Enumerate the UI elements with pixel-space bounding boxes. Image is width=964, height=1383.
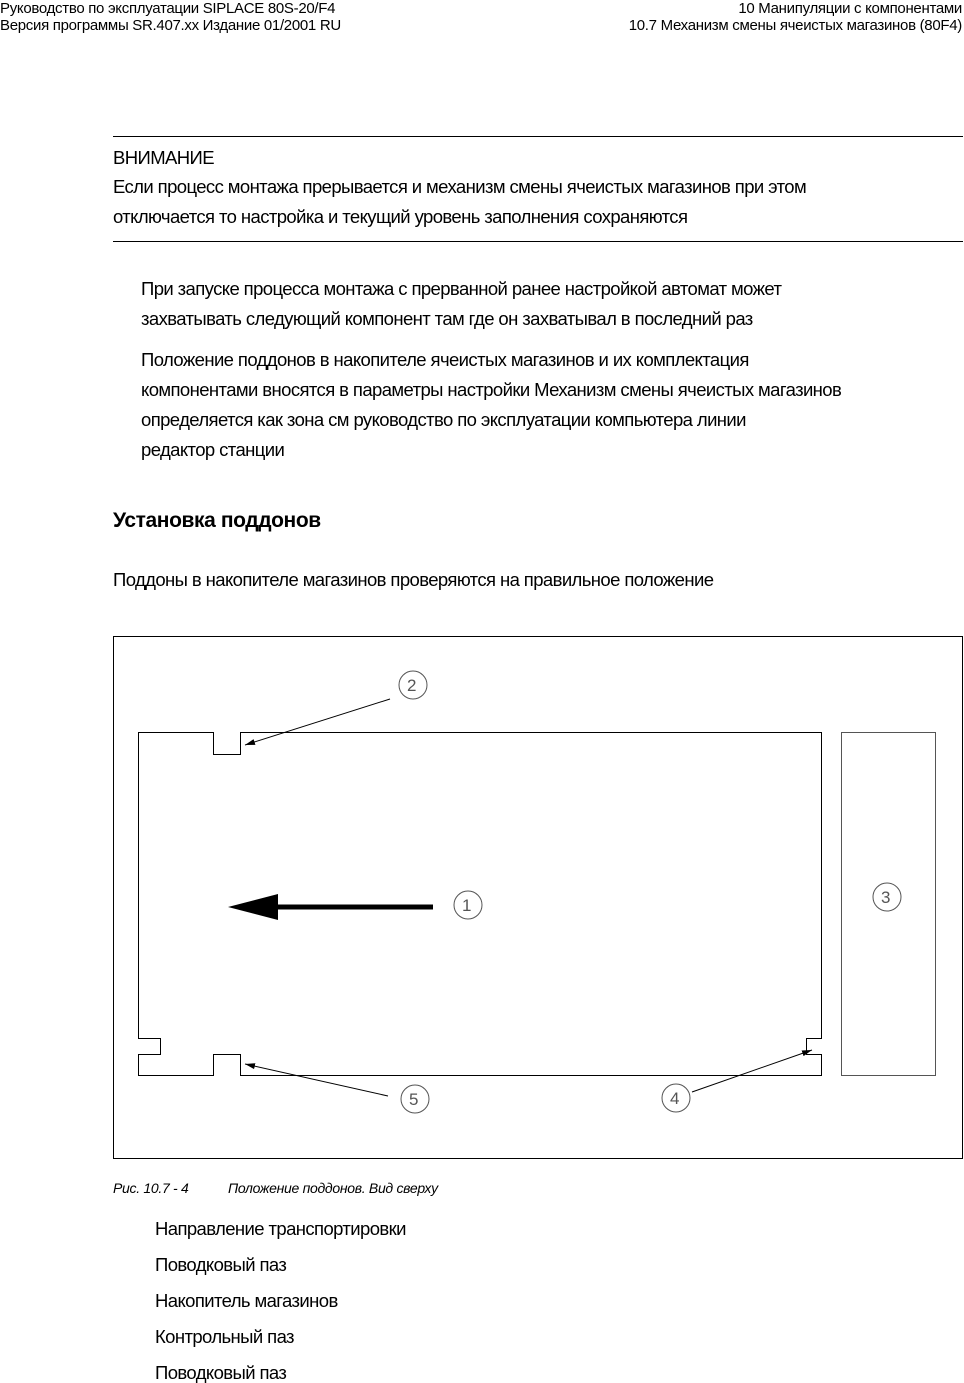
header-chapter: 10 Манипуляции с компонентами xyxy=(738,0,962,17)
figure-caption: Положение поддонов. Вид сверху xyxy=(228,1180,438,1196)
figure-frame xyxy=(114,637,963,1159)
leader-line xyxy=(692,1050,812,1092)
callout-2: 2 xyxy=(407,676,417,695)
leader-line xyxy=(245,699,390,745)
callout-1: 1 xyxy=(462,896,472,915)
callout-3: 3 xyxy=(881,888,891,907)
legend-item: Накопитель магазинов xyxy=(155,1290,338,1311)
section-heading: Установка поддонов xyxy=(113,509,321,532)
notice-line: Если процесс монтажа прерывается и механизм смены ячеистых магазинов при этом xyxy=(113,176,807,197)
paragraph-line: захватывать следующий компонент там где он захватывал в последний раз xyxy=(141,308,753,329)
paragraph-line: определяется как зона см руководство по эксплуатации компьютера линии xyxy=(141,409,746,430)
callout-4: 4 xyxy=(670,1089,680,1108)
legend-item: Поводковый паз xyxy=(155,1362,287,1383)
paragraph-line: редактор станции xyxy=(141,439,285,460)
paragraph-line: При запуске процесса монтажа с прерванной ранее настройкой автомат может xyxy=(141,278,782,299)
figure-number: Рис. 10.7 - 4 xyxy=(113,1180,189,1196)
header-manual-title: Руководство по эксплуатации SIPLACE 80S-20/F4 xyxy=(0,0,336,17)
leader-line xyxy=(245,1064,388,1096)
notice-title: ВНИМАНИЕ xyxy=(113,147,214,168)
arrow-head-icon xyxy=(228,894,278,920)
paragraph-line: Положение поддонов в накопителе ячеистых магазинов и их комплектация xyxy=(141,349,749,370)
legend-item: Контрольный паз xyxy=(155,1326,294,1347)
notice-line: отключается то настройка и текущий уровень заполнения сохраняются xyxy=(113,206,688,227)
legend-item: Направление транспортировки xyxy=(155,1218,406,1239)
header-version: Версия программы SR.407.xx Издание 01/2001 RU xyxy=(0,17,341,34)
callout-5: 5 xyxy=(409,1090,419,1109)
paragraph-line: компонентами вносятся в параметры настройки Механизм смены ячеистых магазинов xyxy=(141,379,842,400)
section-intro: Поддоны в накопителе магазинов проверяются на правильное положение xyxy=(113,569,714,590)
header-section: 10.7 Механизм смены ячеистых магазинов (80F4) xyxy=(628,17,962,34)
legend-item: Поводковый паз xyxy=(155,1254,287,1275)
